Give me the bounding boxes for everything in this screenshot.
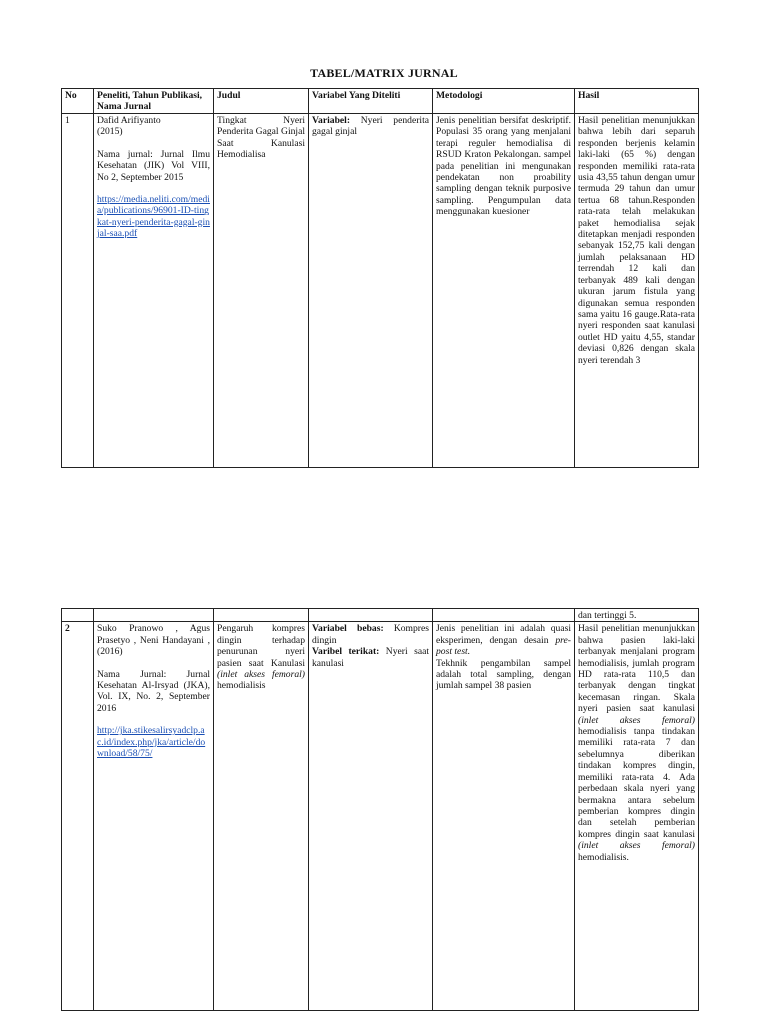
row1-judul: Tingkat Nyeri Penderita Gagal Ginjal Saat Kanulasi Hemodialisa xyxy=(214,114,309,468)
row1-var-label: Variabel: xyxy=(312,115,351,126)
table-row xyxy=(62,622,699,1011)
row1-journal-link[interactable]: https://media.neliti.com/media/publications/96901-ID-tingkat-nyeri-penderita-gagal-ginjal-saa.pdf xyxy=(97,194,210,240)
header-no: No xyxy=(62,89,94,114)
header-hasil: Hasil xyxy=(575,89,699,114)
row1-peneliti xyxy=(94,114,214,468)
row2-peneliti xyxy=(94,622,214,1011)
row1-author: Dafid Arifiyanto xyxy=(97,115,161,126)
row1-metodologi: Jenis penelitian bersifat deskriptif. Populasi 35 orang yang menjalani terapi reguler hemodialisa di RSUD Kraton Pekalongan. sampel pada penelitian ini mengunakan pendekatan non proability sampling dengan teknik purposive sampling. Pengumpulan data menggunakan kuesioner xyxy=(433,114,575,468)
header-judul: Judul xyxy=(214,89,309,114)
row2-var-bound-label: Varibel terikat: xyxy=(312,646,380,658)
row1-year: (2015) xyxy=(97,126,123,138)
header-variabel: Variabel Yang Diteliti xyxy=(309,89,433,114)
row2-metodologi: Jenis penelitian ini adalah quasi eksperimen, dengan desain pre-post test. Tekhnik pengambilan sampel adalah total sampling, dengan jumlah sampel 38 pasien xyxy=(433,622,575,1011)
header-peneliti: Peneliti, Tahun Publikasi, Nama Jurnal xyxy=(94,89,214,114)
row1-hasil: Hasil penelitian menunjukkan bahwa lebih dari separuh responden berjenis kelamin laki-laki (65 %) dengan responden memiliki rata-rata usia 43,55 tahun dengan umur termuda 29 tahun dan umur tertua 68 tahun.Responden rata-rata telah melakukan paket hemodialisa sejak ditetapkan menjadi responden sebanyak 152,75 kali dengan jumlah pelaksanaan HD terrendah 12 kali dan terbanyak 489 kali dengan ukuran jarum fistula yang digunakan semua responden sama yaitu 16 gauge.Rata-rata nyeri responden saat kanulasi outlet HD yaitu 4,55, standar deviasi 0,826 dengan skala nyeri terendah 3 xyxy=(575,114,699,468)
row2-hasil: Hasil penelitian menunjukkan bahwa pasien laki-laki terbanyak menjalani program hemodialisis, jumlah program HD rata-rata 110,5 dan terbanyak dengan tingkat kecemasan ringan. Skala nyeri pasien saat kanulasi (inlet akses femoral) hemodialisis tanpa tindakan memiliki rata-rata 7 dan sebelumnya diberikan tindakan kompres dingin, memiliki rata-rata 4. Ada perbedaan skala nyeri yang bermakna antara sebelum pemberian kompres dingin dan setelah pemberian kompres dingin saat kanulasi (inlet akses femoral) hemodialisis. xyxy=(575,622,699,1011)
row1-journal: Nama jurnal: Jurnal Ilmu Kesehatan (JIK) Vol VIII, No 2, September 2015 xyxy=(97,148,210,183)
document-title: TABEL/MATRIX JURNAL xyxy=(310,66,458,80)
row2-judul: Pengaruh kompres dingin terhadap penurunan nyeri pasien saat Kanulasi (inlet akses femoral) hemodialisis xyxy=(214,622,309,1011)
table-row-continued xyxy=(62,609,699,622)
row2-journal-link[interactable]: http://jka.stikesalirsyadclp.ac.id/index.php/jka/article/download/58/75/ xyxy=(97,725,206,760)
table-row xyxy=(62,114,699,468)
row2-author: Suko Pranowo , Agus Prasetyo , Neni Handayani , (2016) xyxy=(97,623,210,658)
journal-matrix-table-continued xyxy=(61,608,699,1011)
row2-var-free-text: Kompres dingin xyxy=(312,623,429,646)
row2-no: 2 xyxy=(62,622,94,1011)
row1-hasil-continued: dan tertinggi 5. xyxy=(575,609,699,622)
journal-matrix-table xyxy=(61,88,699,468)
row2-var-bound-text: Nyeri saat kanulasi xyxy=(312,646,430,669)
row1-no: 1 xyxy=(62,114,94,468)
row2-journal: Nama Jurnal: Jurnal Kesehatan Al-Irsyad (JKA), Vol. IX, No. 2, September 2016 xyxy=(97,668,210,714)
table-header-row xyxy=(62,89,699,114)
row2-variabel xyxy=(309,622,433,1011)
header-metodologi: Metodologi xyxy=(433,89,575,114)
row1-var-text: Nyeri penderita gagal ginjal xyxy=(312,115,429,138)
row2-var-free-label: Variabel bebas: xyxy=(312,623,384,635)
row1-variabel xyxy=(309,114,433,468)
